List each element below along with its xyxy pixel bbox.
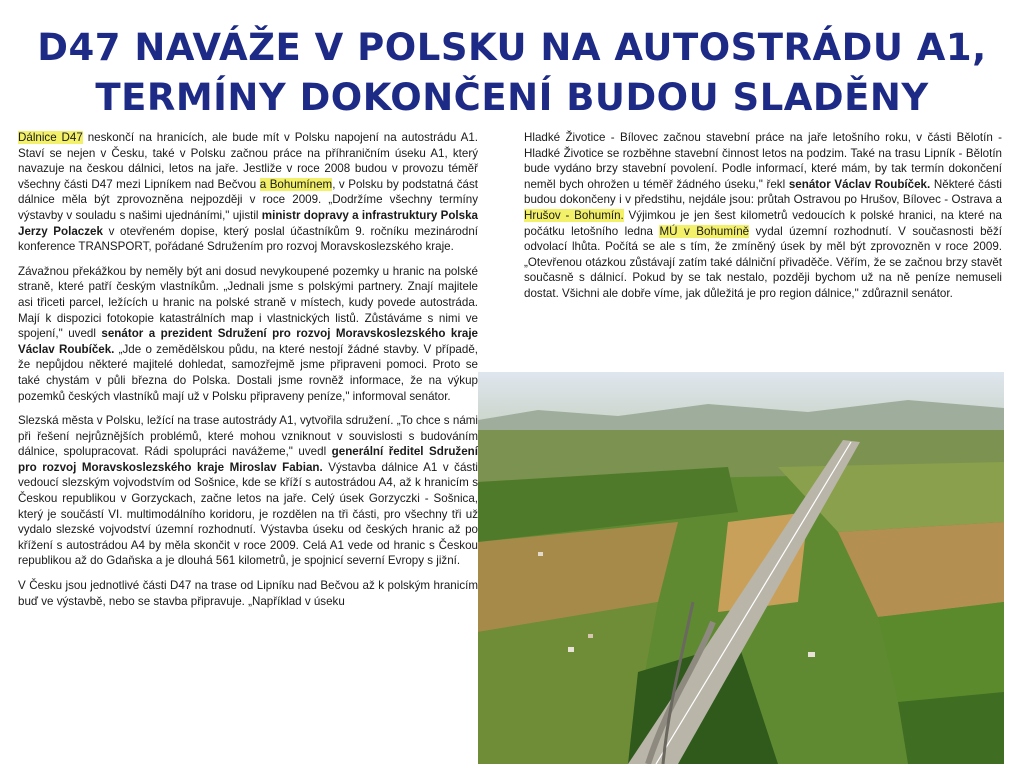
aerial-highway-photo bbox=[478, 372, 1004, 764]
bold-speaker: generální ředitel Sdružení pro rozvoj Moravskoslezského kraje Miroslav Fabian. bbox=[18, 445, 478, 474]
paragraph-2: Závažnou překážkou by neměly být ani dosud nevykoupené pozemky u hranic na polské straně, které patří českým vlastníkům. „Jednali jsme s polskými partnery. Znají majitele asi třiceti parcel, ležících u hranic na polské straně v místech, kudy povede autostráda. Mají k dispozici fotokopie katastrálních map i vlastnických listů. Zůstáváme s nimi ve spojení," uvedl senátor a prezident Sdružení pro rozvoj Moravskoslezského kraje Václav Roubíček. „Jde o zemědělskou půdu, na které nestojí žádné stavby. V případě, že nepůjdou některé majitelé dohledat, samozřejmě jsme připraveni pomoci. Proto se také chystám v půli března do Polska. Dostali jsme rovněž informace, že na výkup pozemků českých vlastníků mají už v Polsku připraveny peníze," informoval senátor. bbox=[18, 264, 478, 403]
highway-illustration bbox=[478, 372, 1004, 764]
highlighted-text: a Bohumínem bbox=[259, 177, 333, 191]
highlighted-text: Hrušov - Bohumín. bbox=[524, 208, 624, 222]
bold-speaker: senátor a prezident Sdružení pro rozvoj Moravskoslezského kraje Václav Roubíček. bbox=[18, 327, 478, 356]
paragraph-5: Hladké Životice - Bílovec začnou stavební práce na jaře letošního roku, v části Bělotín - Hladké Životice se rozběhne stavební činnost letos na podzim. Také na trasu Lipník - Bělotín bude vydáno brzy stavební povolení. Podle informací, které mám, by tak termín dokončení neměl bych ohrožen u téměř žádného úseku," řekl senátor Václav Roubíček. Některé části budou dokončeny i v předstihu, nejdále jsou: průtah Ostravou po Hrušov, Bílovec - Ostrava a Hrušov - Bohumín. Výjimkou je jen šest kilometrů vedoucích k polské hranici, na které na počátku letošního ledna MÚ v Bohumíně vydal územní rozhodnutí. V současnosti běží odvolací lhůta. Počítá se ale s tím, že zmíněný úsek by měl být zprovozněn v roce 2009. „Otevřenou otázkou zůstávají zatím také dálniční přivaděče. Věřím, že se začnou brzy stavět současně s dálnicí. Pokud by se tak nestalo, později bychom už na ně peníze nemuseli dostat. Všichni ale dobře víme, jak důležitá je pro region dálnice," zdůraznil senátor. bbox=[524, 131, 1002, 300]
right-column bbox=[524, 130, 1002, 311]
paragraph-4: V Česku jsou jednotlivé části D47 na trase od Lipníku nad Bečvou až k polským hranicím buď ve výstavbě, nebo se stavba připravuje. „Například v úseku bbox=[18, 579, 478, 608]
highlighted-text: MÚ v Bohumíně bbox=[659, 224, 750, 238]
paragraph-1: Dálnice D47 neskončí na hranicích, ale bude mít v Polsku napojení na autostrádu A1. Staví se nejen v Česku, také v Polsku začnou práce na příhraničním úseku A1, který navazuje na českou dálnici, letos na jaře. Jestliže v roce 2008 budou v provozu téměř všechny části D47 mezi Lipníkem nad Bečvou a Bohumínem, v Polsku by podstatná část dálnice měla být zprovozněna nejpozději v roce 2009. „Dodržíme všechny termíny výstavby v souladu s našimi ujednáními," ujistil ministr dopravy a infrastruktury Polska Jerzy Polaczek v otevřeném dopise, který poslal účastníkům 9. ročníku mezinárodní konference TRANSPORT, pořádané Sdružením pro rozvoj Moravskoslezského kraje. bbox=[18, 131, 478, 254]
bold-speaker: ministr dopravy a infrastruktury Polska Jerzy Polaczek bbox=[18, 208, 478, 238]
highlighted-text: Dálnice D47 bbox=[18, 131, 83, 144]
left-column bbox=[18, 130, 478, 618]
headline-line-1: D47 NAVÁŽE V POLSKU NA AUTOSTRÁDU A1, bbox=[37, 26, 987, 69]
paragraph-3: Slezská města v Polsku, ležící na trase autostrády A1, vytvořila sdružení. „To chce s námi při řešení nejrůznějších problémů, které mohou vzniknout v souvislosti s budováním dálnice, spolupracovat. Rádi spolupráci navážeme," uvedl generální ředitel Sdružení pro rozvoj Moravskoslezského kraje Miroslav Fabian. Výstavba dálnice A1 v části vedoucí slezským vojvodstvím od Sošnice, kde se kříží s autostrádou A4, až k hranicím s Českou republikou v Gorzyckach, začne letos na jaře. Celý úsek Gorzyczki - Sošnica, který je součástí VI. multimodálního koridoru, je rozdělen na tři části, pro všechny tři už vydalo slezské vojvodství územní rozhodnutí. Výstavba úseku od českých hranic až po křížení s autostrádou A4 by měla skončit v roce 2009. Celá A1 vede od hranic s Českou republikou až do Gdaňska a je dlouhá 561 kilometrů, je spojnicí severní Evropy s jižní. bbox=[18, 414, 478, 568]
headline-line-2: TERMÍNY DOKONČENÍ BUDOU SLADĚNY bbox=[95, 76, 929, 119]
bold-speaker: senátor Václav Roubíček. bbox=[788, 177, 931, 191]
